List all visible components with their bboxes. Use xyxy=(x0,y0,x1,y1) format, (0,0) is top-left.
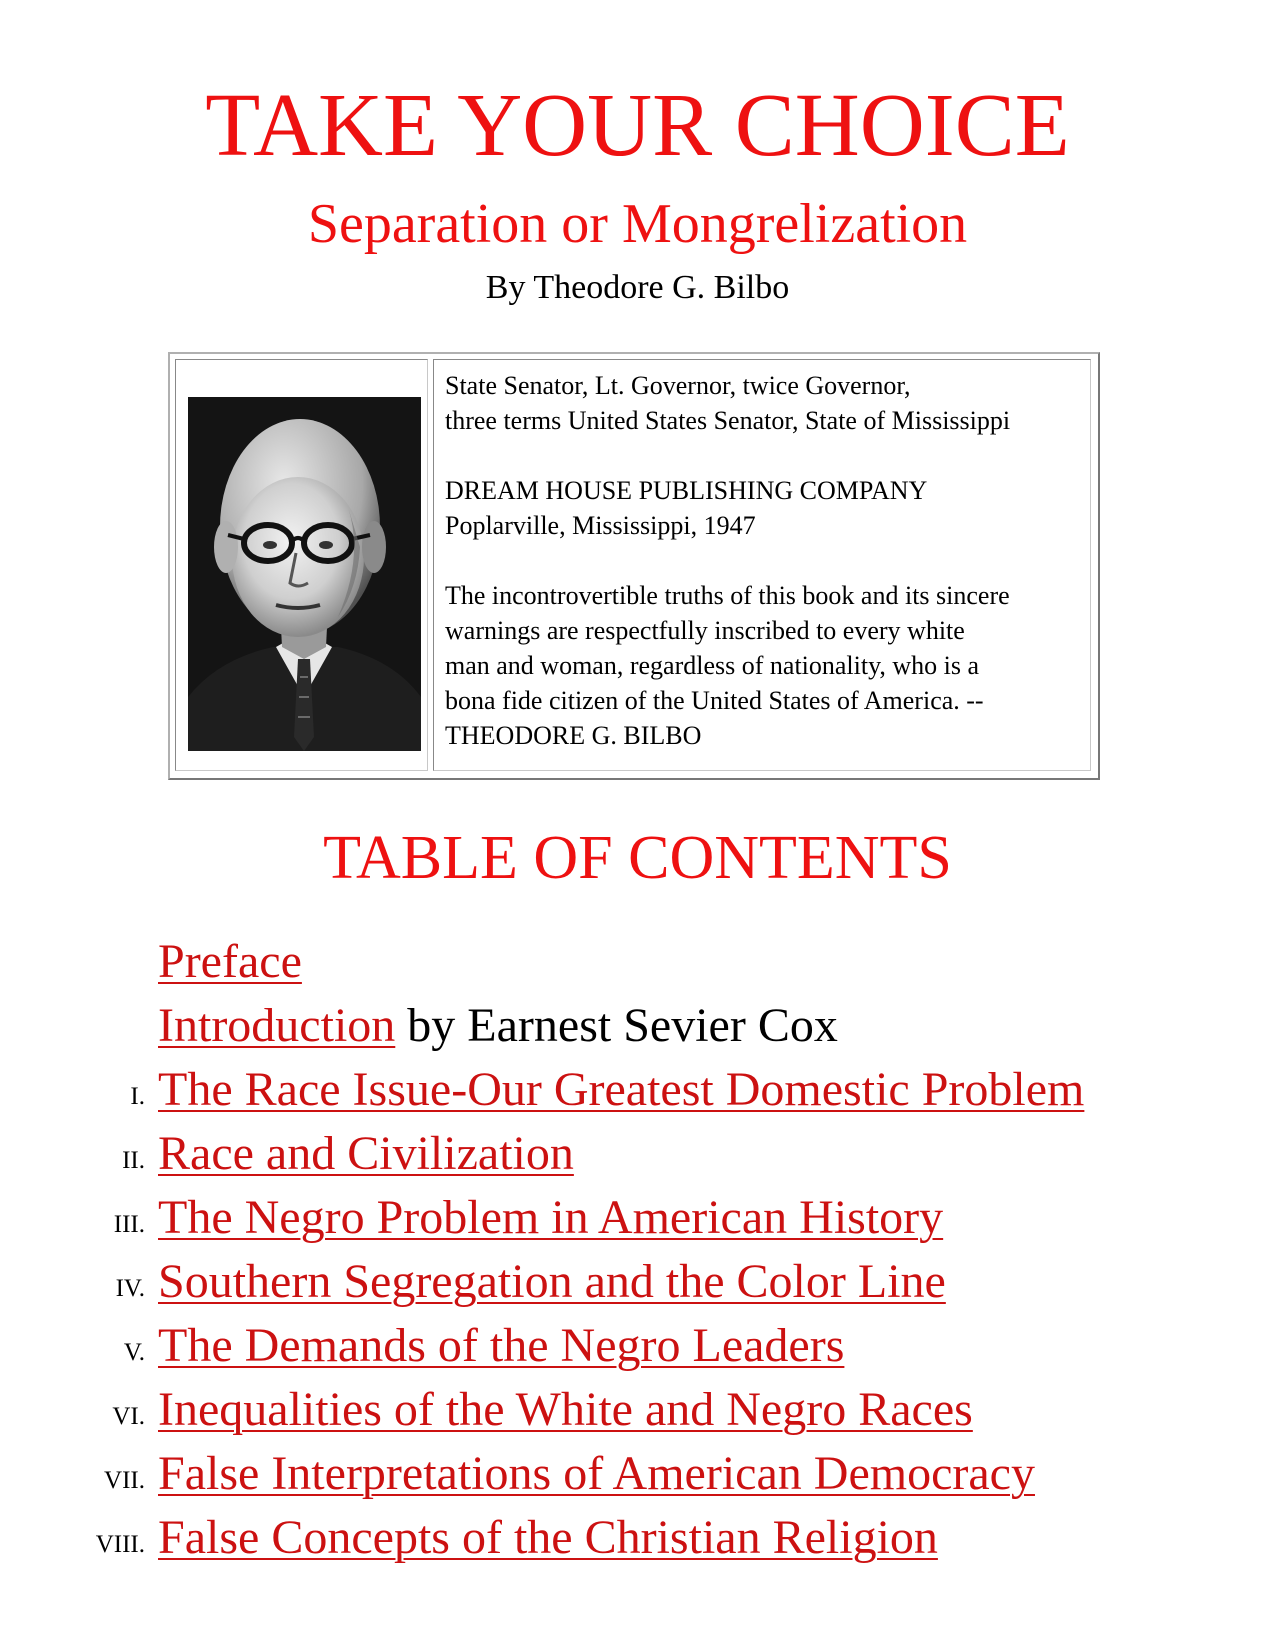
toc-chapter-number: VI. xyxy=(112,1403,145,1430)
credentials-line-2: three terms United States Senator, State of Mississippi xyxy=(445,406,1011,435)
toc-row-chapter-7 xyxy=(0,1442,1275,1506)
toc-row-chapter-5 xyxy=(0,1314,1275,1378)
toc-heading: TABLE OF CONTENTS xyxy=(323,824,952,892)
toc-chapter-number: III. xyxy=(113,1211,145,1238)
toc-entry xyxy=(158,1314,844,1378)
toc-entry xyxy=(158,1250,946,1314)
toc-row-chapter-1 xyxy=(0,1058,1275,1122)
toc-row-chapter-3 xyxy=(0,1186,1275,1250)
author-info-table xyxy=(168,352,1100,780)
dedication-line: warnings are respectfully inscribed to every white xyxy=(445,616,965,645)
publisher-location: Poplarville, Mississippi, 1947 xyxy=(445,511,756,540)
toc-link-chapter-2[interactable]: Race and Civilization xyxy=(158,1127,574,1180)
publisher-paragraph xyxy=(445,473,1090,543)
toc-link-chapter-7[interactable]: False Interpretations of American Democracy xyxy=(158,1447,1035,1500)
dedication-line: bona fide citizen of the United States of America. -- xyxy=(445,686,984,715)
dedication-line: man and woman, regardless of nationality, who is a xyxy=(445,651,980,680)
toc-row-chapter-2 xyxy=(0,1122,1275,1186)
dedication-line: The incontrovertible truths of this book and its sincere xyxy=(445,581,1010,610)
portrait-cell xyxy=(175,359,428,771)
toc-chapter-number: VIII. xyxy=(95,1531,145,1558)
toc-row-chapter-4 xyxy=(0,1250,1275,1314)
toc-link-chapter-4[interactable]: Southern Segregation and the Color Line xyxy=(158,1255,946,1308)
toc-link-chapter-1[interactable]: The Race Issue-Our Greatest Domestic Problem xyxy=(158,1063,1085,1116)
credentials-paragraph xyxy=(445,368,1090,438)
toc-entry xyxy=(158,1506,938,1570)
author-portrait-image xyxy=(188,397,421,751)
toc-entry xyxy=(158,1186,943,1250)
toc-link-chapter-3[interactable]: The Negro Problem in American History xyxy=(158,1191,944,1244)
toc-chapter-number: II. xyxy=(122,1147,145,1174)
toc-introduction-author: by Earnest Sevier Cox xyxy=(395,999,838,1052)
toc-chapter-number: V. xyxy=(123,1339,145,1366)
toc-entry xyxy=(158,994,838,1058)
author-byline: By Theodore G. Bilbo xyxy=(485,269,790,306)
toc-row-introduction xyxy=(0,994,1275,1058)
toc-link-chapter-6[interactable]: Inequalities of the White and Negro Races xyxy=(158,1383,973,1436)
toc-row-chapter-8 xyxy=(0,1506,1275,1570)
toc-entry xyxy=(158,1058,1084,1122)
table-of-contents xyxy=(0,930,1275,1570)
toc-row-chapter-6 xyxy=(0,1378,1275,1442)
dedication-paragraph xyxy=(445,578,1090,753)
toc-entry xyxy=(158,1378,973,1442)
toc-chapter-number: IV. xyxy=(115,1275,145,1302)
dedication-signature: THEODORE G. BILBO xyxy=(445,721,702,750)
book-title: TAKE YOUR CHOICE xyxy=(205,76,1070,175)
toc-link-chapter-5[interactable]: The Demands of the Negro Leaders xyxy=(158,1319,845,1372)
toc-link-chapter-8[interactable]: False Concepts of the Christian Religion xyxy=(158,1511,938,1564)
toc-link-introduction[interactable]: Introduction xyxy=(158,999,396,1052)
toc-link-preface[interactable]: Preface xyxy=(158,935,302,988)
toc-entry xyxy=(158,1122,574,1186)
book-subtitle: Separation or Mongrelization xyxy=(307,193,968,255)
toc-entry xyxy=(158,1442,1035,1506)
toc-entry xyxy=(158,930,302,994)
toc-row-preface xyxy=(0,930,1275,994)
credentials-line-1: State Senator, Lt. Governor, twice Governor, xyxy=(445,371,911,400)
toc-chapter-number: VII. xyxy=(104,1467,145,1494)
publisher-name: DREAM HOUSE PUBLISHING COMPANY xyxy=(445,476,928,505)
author-details-cell xyxy=(433,359,1091,771)
toc-chapter-number: I. xyxy=(130,1083,145,1110)
